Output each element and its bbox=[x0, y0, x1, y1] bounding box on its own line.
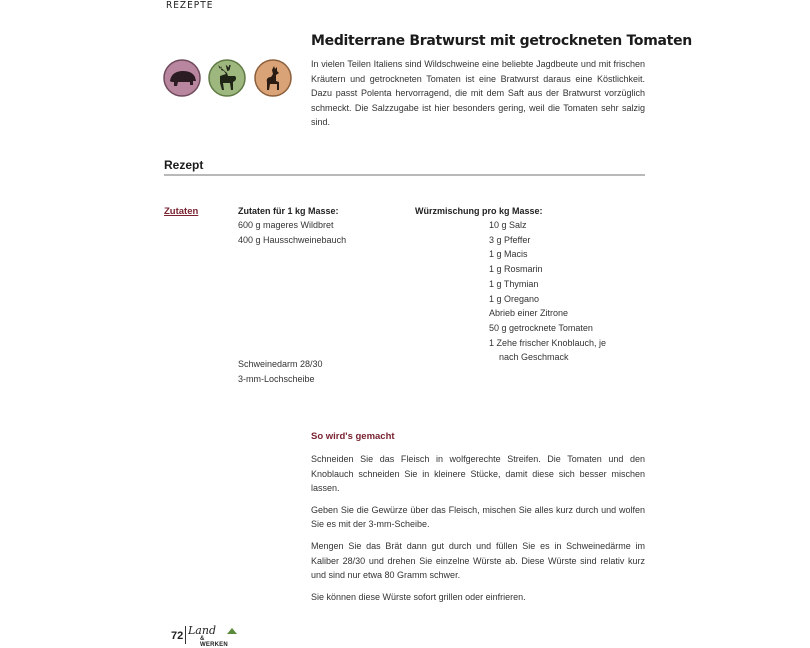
boar-badge bbox=[163, 59, 199, 95]
divider bbox=[164, 174, 645, 176]
ingredient-item: 400 g Hausschweinebauch bbox=[238, 234, 347, 245]
spice-item: 1 g Oregano bbox=[489, 293, 540, 304]
ingredients-heading: Zutaten für 1 kg Masse: bbox=[238, 206, 339, 216]
method-step: Schneiden Sie das Fleisch in wolfgerechte Streifen. Die Tomaten und den Knoblauch schneiden Sie in kleinere Stücke, damit diese sich besser mischen lassen. bbox=[311, 454, 645, 494]
ingredients-list bbox=[238, 218, 346, 247]
roe-deer-badge bbox=[254, 59, 290, 95]
method-step: Mengen Sie das Brät dann gut durch und füllen Sie es in Schweinedärme im Kaliber 28/30 und drehen Sie einzelne Würste ab. Diese Würste sind relativ kurz und sind nur etwa 80 Gramm schwer. bbox=[311, 540, 645, 581]
game-badges bbox=[163, 59, 293, 99]
spice-item: 1 g Rosmarin bbox=[489, 264, 543, 275]
spice-item: 1 g Macis bbox=[489, 249, 528, 260]
recipe-intro: In vielen Teilen Italiens sind Wildschweine eine beliebte Jagdbeute und mit frischen Kräutern und getrockneten Tomaten ist eine Bratwurst daraus eine Köstlichkeit. Dazu passt Polenta hervorragend, die mit dem Saft aus der Bratwurst vorzüglich schmeckt. Die Salzzugabe ist hier besonders gering, weil die Tomaten sehr salzig sind. bbox=[311, 59, 645, 128]
recipe-title: Mediterrane Bratwurst mit getrockneten Tomaten bbox=[311, 33, 692, 49]
ingredient-item: 600 g mageres Wildbret bbox=[238, 220, 334, 230]
boar-icon bbox=[163, 59, 201, 97]
section-label: REZEPTE bbox=[166, 0, 214, 11]
method-heading: So wird's gemacht bbox=[311, 431, 395, 442]
page-number: 72 bbox=[171, 630, 184, 642]
extra-item: 3-mm-Lochscheibe bbox=[238, 373, 315, 384]
spice-item: 1 Zehe frischer Knoblauch, je bbox=[489, 337, 607, 348]
spice-item: 50 g getrocknete Tomaten bbox=[489, 322, 593, 333]
spice-item: 3 g Pfeffer bbox=[489, 234, 531, 245]
roe-deer-icon bbox=[254, 59, 292, 97]
method-step: Geben Sie die Gewürze über das Fleisch, mischen Sie alles kurz durch und wolfen Sie es mit der 3-mm-Scheibe. bbox=[311, 504, 645, 530]
extra-item: Schweinedarm 28/30 bbox=[238, 359, 323, 369]
spices-list bbox=[489, 218, 606, 365]
footer-divider bbox=[185, 626, 186, 644]
spice-item: nach Geschmack bbox=[499, 352, 569, 363]
deer-icon bbox=[208, 59, 246, 97]
spice-item: 10 g Salz bbox=[489, 220, 527, 230]
zutaten-link[interactable]: Zutaten bbox=[164, 206, 199, 217]
method-step: Sie können diese Würste sofort grillen oder einfrieren. bbox=[311, 591, 526, 602]
logo-subline: & WERKEN bbox=[200, 636, 228, 648]
logo-wordmark: Land bbox=[188, 624, 216, 637]
extras-list bbox=[238, 357, 323, 386]
spice-item: Abrieb einer Zitrone bbox=[489, 308, 569, 319]
spice-item: 1 g Thymian bbox=[489, 278, 539, 289]
method-steps bbox=[311, 452, 645, 611]
leaf-icon bbox=[227, 628, 237, 634]
deer-badge bbox=[208, 59, 244, 95]
spices-heading: Würzmischung pro kg Masse: bbox=[415, 206, 543, 216]
rezept-heading: Rezept bbox=[164, 158, 204, 172]
